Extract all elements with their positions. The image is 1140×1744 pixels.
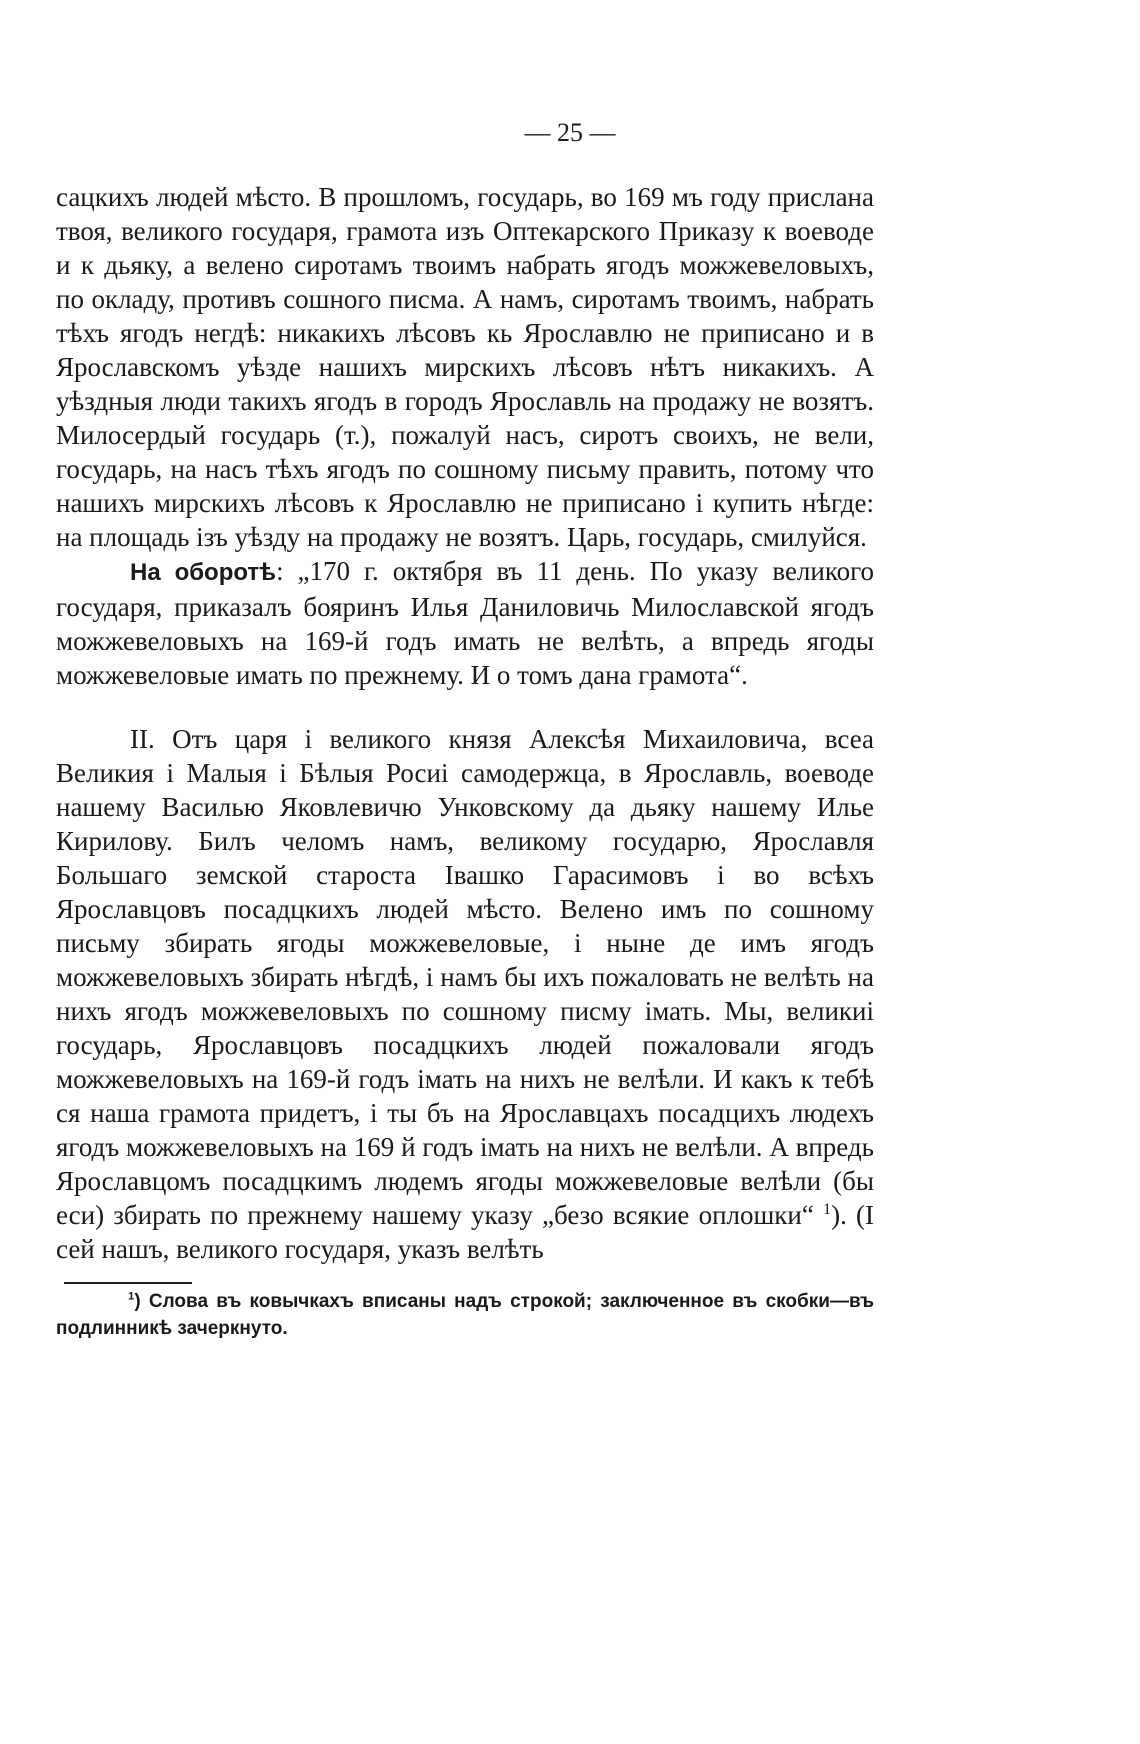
footnote-marker: 1 bbox=[128, 1290, 135, 1303]
paragraph-charter-ii bbox=[56, 722, 874, 1266]
main-text bbox=[56, 180, 874, 1266]
reverse-note-text: : „170 г. октября въ 11 день. По указу великого государя, приказалъ бояринъ Илья Даниловичь Милославской ягодъ можжевеловыхъ на 169-й годъ имать не велѣть, а впредь ягоды можжевеловые имать по прежнему. И о томъ дана грамота“. bbox=[56, 556, 875, 690]
page-number: — 25 — bbox=[524, 118, 616, 147]
footnote-text: ) Слова въ ковычкахъ вписаны надъ строкой; заключенное въ скобки—въ подлинникѣ зачеркнуто. bbox=[56, 1291, 874, 1339]
charter-text-continued: ). (І сей нашъ, великого государя, указъ велѣть bbox=[56, 1200, 875, 1264]
footnote-divider bbox=[64, 1282, 192, 1284]
footnote bbox=[56, 1288, 874, 1342]
footnote-ref: 1 bbox=[823, 1200, 832, 1218]
paragraph-petition-end: сацкихъ людей мѣсто. В прошломъ, государь, во 169 мъ году прислана твоя, великого государя, грамота изъ Оптекарского Приказу к воеводе и к дьяку, а велено сиротамъ твоимъ набрать ягодъ можжевеловыхъ, по окладу, противъ сошного писма. А намъ, сиротамъ твоимъ, набрать тѣхъ ягодъ негдѣ: никакихъ лѣсовъ кь Ярославлю не приписано и в Ярославскомъ уѣзде нашихъ мирскихъ лѣсовъ нѣтъ никакихъ. А уѣздныя люди такихъ ягодъ в городъ Ярославль на продажу не возятъ. Милосердый государь (т.), пожалуй насъ, сиротъ своихъ, не вели, государь, на насъ тѣхъ ягодъ по сошному письму править, потому что нашихъ мирскихъ лѣсовъ к Ярославлю не приписано і купить нѣгде: на площадь ізъ уѣзду на продажу не возятъ. Царь, государь, смилуйся. bbox=[56, 182, 874, 552]
charter-text: II. Отъ царя і великого князя Алексѣя Михаиловича, всеа Великия і Малыя і Бѣлыя Росиі самодержца, в Ярославль, воеводе нашему Василью Яковлевичю Унковскому да дьяку нашему Илье Кирилову. Билъ челомъ намъ, великому государю, Ярославля Большаго земской староста Івашко Гарасимовъ і во всѣхъ Ярославцовъ посадцкихъ людей мѣсто. Велено имъ по сошному письму збирать ягоды можжевеловые, і ныне де имъ ягодъ можжевеловыхъ збирать нѣгдѣ, і намъ бы ихъ пожаловать не велѣть на нихъ ягодъ можжевеловыхъ по сошному писму імать. Мы, великиі государь, Ярославцовъ посадцкихъ людей пожаловали ягодъ можжевеловыхъ на 169-й годъ імать на нихъ не велѣли. И какъ к тебѣ ся наша грамота придетъ, і ты бъ на Ярославцахъ посадцихъ людехъ ягодъ можжевеловыхъ на 169 й годъ імать на нихъ не велѣли. А впредь Ярославцомъ посадцкимъ людемъ ягоды можжевеловые велѣли (бы еси) збирать по прежнему нашему указу „безо всякие оплошки“ bbox=[56, 724, 874, 1230]
reverse-note-label: На оборотѣ bbox=[130, 559, 277, 586]
paragraph-reverse-note bbox=[56, 554, 874, 692]
